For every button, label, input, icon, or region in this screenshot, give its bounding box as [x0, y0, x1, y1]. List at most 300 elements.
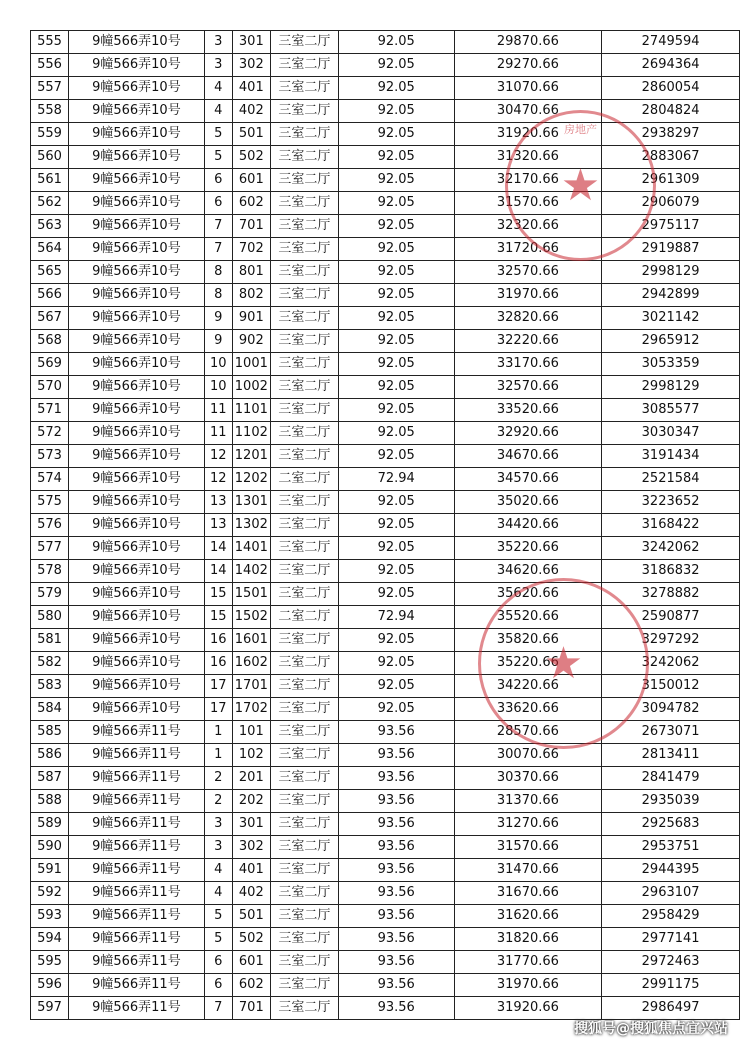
- layout-cell: 三室二厅: [270, 767, 338, 790]
- layout-cell: 三室二厅: [270, 445, 338, 468]
- table-row: [31, 261, 740, 284]
- floor-cell: 3: [204, 836, 232, 859]
- unit-price-cell: 29870.66: [454, 31, 602, 54]
- area-cell: 92.05: [338, 399, 454, 422]
- area-cell: 92.05: [338, 169, 454, 192]
- layout-cell: 三室二厅: [270, 721, 338, 744]
- table-row: [31, 790, 740, 813]
- table-row: [31, 859, 740, 882]
- unit-price-cell: 31270.66: [454, 813, 602, 836]
- unit-cell: 1402: [232, 560, 270, 583]
- unit-price-cell: 31820.66: [454, 928, 602, 951]
- unit-price-cell: 28570.66: [454, 721, 602, 744]
- table-row: [31, 836, 740, 859]
- total-price-cell: 2998129: [602, 261, 740, 284]
- total-price-cell: 2883067: [602, 146, 740, 169]
- row-number-cell: 584: [31, 698, 69, 721]
- layout-cell: 三室二厅: [270, 836, 338, 859]
- unit-cell: 502: [232, 146, 270, 169]
- table-row: [31, 813, 740, 836]
- unit-cell: 902: [232, 330, 270, 353]
- floor-cell: 4: [204, 859, 232, 882]
- area-cell: 93.56: [338, 997, 454, 1020]
- building-address-cell: 9幢566弄11号: [68, 974, 204, 997]
- unit-cell: 401: [232, 859, 270, 882]
- table-row: [31, 675, 740, 698]
- row-number-cell: 595: [31, 951, 69, 974]
- floor-cell: 5: [204, 146, 232, 169]
- table-row: [31, 721, 740, 744]
- unit-price-cell: 34570.66: [454, 468, 602, 491]
- row-number-cell: 597: [31, 997, 69, 1020]
- unit-cell: 301: [232, 31, 270, 54]
- layout-cell: 三室二厅: [270, 652, 338, 675]
- floor-cell: 13: [204, 514, 232, 537]
- unit-cell: 1501: [232, 583, 270, 606]
- floor-cell: 1: [204, 721, 232, 744]
- unit-cell: 1701: [232, 675, 270, 698]
- total-price-cell: 3186832: [602, 560, 740, 583]
- row-number-cell: 581: [31, 629, 69, 652]
- unit-price-cell: 34620.66: [454, 560, 602, 583]
- layout-cell: 三室二厅: [270, 560, 338, 583]
- total-price-cell: 3242062: [602, 537, 740, 560]
- floor-cell: 2: [204, 790, 232, 813]
- area-cell: 92.05: [338, 54, 454, 77]
- total-price-cell: 2860054: [602, 77, 740, 100]
- floor-cell: 11: [204, 422, 232, 445]
- floor-cell: 10: [204, 353, 232, 376]
- total-price-cell: 2977141: [602, 928, 740, 951]
- total-price-cell: 3053359: [602, 353, 740, 376]
- unit-cell: 1201: [232, 445, 270, 468]
- total-price-cell: 2972463: [602, 951, 740, 974]
- row-number-cell: 560: [31, 146, 69, 169]
- unit-price-cell: 35820.66: [454, 629, 602, 652]
- table-row: [31, 422, 740, 445]
- unit-cell: 501: [232, 123, 270, 146]
- area-cell: 93.56: [338, 767, 454, 790]
- building-address-cell: 9幢566弄11号: [68, 905, 204, 928]
- table-row: [31, 238, 740, 261]
- unit-cell: 102: [232, 744, 270, 767]
- table-row: [31, 629, 740, 652]
- building-address-cell: 9幢566弄10号: [68, 445, 204, 468]
- unit-cell: 701: [232, 997, 270, 1020]
- floor-cell: 15: [204, 583, 232, 606]
- watermark-text: 搜狐号@搜狐焦点宜兴站: [574, 1021, 728, 1037]
- row-number-cell: 592: [31, 882, 69, 905]
- total-price-cell: 2804824: [602, 100, 740, 123]
- building-address-cell: 9幢566弄10号: [68, 514, 204, 537]
- layout-cell: 三室二厅: [270, 905, 338, 928]
- unit-price-cell: 35220.66: [454, 537, 602, 560]
- unit-price-cell: 34670.66: [454, 445, 602, 468]
- unit-cell: 1502: [232, 606, 270, 629]
- row-number-cell: 565: [31, 261, 69, 284]
- unit-price-cell: 31920.66: [454, 123, 602, 146]
- row-number-cell: 570: [31, 376, 69, 399]
- unit-price-cell: 30370.66: [454, 767, 602, 790]
- unit-price-cell: 30070.66: [454, 744, 602, 767]
- total-price-cell: 3021142: [602, 307, 740, 330]
- total-price-cell: 2919887: [602, 238, 740, 261]
- table-row: [31, 146, 740, 169]
- floor-cell: 7: [204, 215, 232, 238]
- building-address-cell: 9幢566弄10号: [68, 238, 204, 261]
- building-address-cell: 9幢566弄11号: [68, 744, 204, 767]
- table-row: [31, 353, 740, 376]
- floor-cell: 6: [204, 951, 232, 974]
- unit-cell: 302: [232, 54, 270, 77]
- layout-cell: 三室二厅: [270, 146, 338, 169]
- building-address-cell: 9幢566弄10号: [68, 468, 204, 491]
- area-cell: 93.56: [338, 813, 454, 836]
- layout-cell: 三室二厅: [270, 123, 338, 146]
- seal-star-icon: ★: [560, 159, 601, 211]
- table-row: [31, 928, 740, 951]
- unit-cell: 1001: [232, 353, 270, 376]
- building-address-cell: 9幢566弄10号: [68, 284, 204, 307]
- table-row: [31, 468, 740, 491]
- building-address-cell: 9幢566弄10号: [68, 376, 204, 399]
- unit-cell: 1401: [232, 537, 270, 560]
- floor-cell: 13: [204, 491, 232, 514]
- table-row: [31, 767, 740, 790]
- area-cell: 92.05: [338, 537, 454, 560]
- table-row: [31, 882, 740, 905]
- total-price-cell: 2965912: [602, 330, 740, 353]
- area-cell: 92.05: [338, 31, 454, 54]
- row-number-cell: 562: [31, 192, 69, 215]
- area-cell: 92.05: [338, 146, 454, 169]
- row-number-cell: 585: [31, 721, 69, 744]
- unit-cell: 601: [232, 951, 270, 974]
- layout-cell: 三室二厅: [270, 100, 338, 123]
- area-cell: 93.56: [338, 790, 454, 813]
- unit-price-cell: 35620.66: [454, 583, 602, 606]
- floor-cell: 16: [204, 652, 232, 675]
- floor-cell: 4: [204, 882, 232, 905]
- row-number-cell: 582: [31, 652, 69, 675]
- table-row: [31, 100, 740, 123]
- building-address-cell: 9幢566弄10号: [68, 652, 204, 675]
- floor-cell: 6: [204, 169, 232, 192]
- building-address-cell: 9幢566弄10号: [68, 123, 204, 146]
- total-price-cell: 2841479: [602, 767, 740, 790]
- floor-cell: 5: [204, 123, 232, 146]
- unit-price-cell: 35020.66: [454, 491, 602, 514]
- unit-price-cell: 33520.66: [454, 399, 602, 422]
- unit-price-cell: 31620.66: [454, 905, 602, 928]
- area-cell: 92.05: [338, 238, 454, 261]
- price-list-table: [30, 30, 740, 1020]
- layout-cell: 三室二厅: [270, 284, 338, 307]
- row-number-cell: 576: [31, 514, 69, 537]
- row-number-cell: 561: [31, 169, 69, 192]
- unit-cell: 701: [232, 215, 270, 238]
- area-cell: 93.56: [338, 928, 454, 951]
- table-row: [31, 905, 740, 928]
- layout-cell: 三室二厅: [270, 928, 338, 951]
- row-number-cell: 588: [31, 790, 69, 813]
- total-price-cell: 2958429: [602, 905, 740, 928]
- floor-cell: 2: [204, 767, 232, 790]
- table-row: [31, 606, 740, 629]
- table-row: [31, 123, 740, 146]
- row-number-cell: 587: [31, 767, 69, 790]
- layout-cell: 三室二厅: [270, 399, 338, 422]
- layout-cell: 三室二厅: [270, 813, 338, 836]
- layout-cell: 三室二厅: [270, 537, 338, 560]
- building-address-cell: 9幢566弄10号: [68, 330, 204, 353]
- layout-cell: 二室二厅: [270, 468, 338, 491]
- table-row: [31, 376, 740, 399]
- total-price-cell: 2975117: [602, 215, 740, 238]
- row-number-cell: 589: [31, 813, 69, 836]
- table-row: [31, 445, 740, 468]
- unit-price-cell: 33620.66: [454, 698, 602, 721]
- row-number-cell: 590: [31, 836, 69, 859]
- total-price-cell: 2986497: [602, 997, 740, 1020]
- total-price-cell: 3191434: [602, 445, 740, 468]
- row-number-cell: 564: [31, 238, 69, 261]
- layout-cell: 三室二厅: [270, 261, 338, 284]
- unit-cell: 502: [232, 928, 270, 951]
- area-cell: 92.05: [338, 376, 454, 399]
- unit-cell: 301: [232, 813, 270, 836]
- unit-cell: 302: [232, 836, 270, 859]
- layout-cell: 三室二厅: [270, 169, 338, 192]
- floor-cell: 3: [204, 54, 232, 77]
- layout-cell: 三室二厅: [270, 422, 338, 445]
- layout-cell: 三室二厅: [270, 353, 338, 376]
- row-number-cell: 593: [31, 905, 69, 928]
- building-address-cell: 9幢566弄10号: [68, 675, 204, 698]
- building-address-cell: 9幢566弄10号: [68, 31, 204, 54]
- unit-price-cell: 31470.66: [454, 859, 602, 882]
- unit-cell: 602: [232, 192, 270, 215]
- layout-cell: 三室二厅: [270, 744, 338, 767]
- area-cell: 92.05: [338, 514, 454, 537]
- total-price-cell: 2925683: [602, 813, 740, 836]
- seal-star-icon: ★: [543, 637, 584, 689]
- building-address-cell: 9幢566弄11号: [68, 813, 204, 836]
- area-cell: 92.05: [338, 698, 454, 721]
- row-number-cell: 555: [31, 31, 69, 54]
- total-price-cell: 2991175: [602, 974, 740, 997]
- total-price-cell: 3242062: [602, 652, 740, 675]
- layout-cell: 三室二厅: [270, 192, 338, 215]
- area-cell: 93.56: [338, 951, 454, 974]
- table-row: [31, 169, 740, 192]
- area-cell: 92.05: [338, 307, 454, 330]
- floor-cell: 16: [204, 629, 232, 652]
- row-number-cell: 583: [31, 675, 69, 698]
- unit-cell: 901: [232, 307, 270, 330]
- building-address-cell: 9幢566弄11号: [68, 997, 204, 1020]
- area-cell: 92.05: [338, 100, 454, 123]
- area-cell: 92.05: [338, 583, 454, 606]
- area-cell: 92.05: [338, 652, 454, 675]
- row-number-cell: 571: [31, 399, 69, 422]
- total-price-cell: 2673071: [602, 721, 740, 744]
- unit-price-cell: 29270.66: [454, 54, 602, 77]
- total-price-cell: 2953751: [602, 836, 740, 859]
- building-address-cell: 9幢566弄10号: [68, 307, 204, 330]
- layout-cell: 三室二厅: [270, 215, 338, 238]
- table-row: [31, 330, 740, 353]
- unit-price-cell: 35520.66: [454, 606, 602, 629]
- table-row: [31, 537, 740, 560]
- layout-cell: 三室二厅: [270, 675, 338, 698]
- area-cell: 92.05: [338, 192, 454, 215]
- unit-cell: 1302: [232, 514, 270, 537]
- building-address-cell: 9幢566弄10号: [68, 629, 204, 652]
- row-number-cell: 579: [31, 583, 69, 606]
- area-cell: 72.94: [338, 606, 454, 629]
- table-row: [31, 215, 740, 238]
- area-cell: 93.56: [338, 721, 454, 744]
- building-address-cell: 9幢566弄11号: [68, 859, 204, 882]
- unit-cell: 1702: [232, 698, 270, 721]
- row-number-cell: 573: [31, 445, 69, 468]
- floor-cell: 3: [204, 31, 232, 54]
- building-address-cell: 9幢566弄10号: [68, 537, 204, 560]
- unit-price-cell: 31570.66: [454, 836, 602, 859]
- table-row: [31, 192, 740, 215]
- floor-cell: 12: [204, 445, 232, 468]
- building-address-cell: 9幢566弄11号: [68, 790, 204, 813]
- layout-cell: 三室二厅: [270, 238, 338, 261]
- unit-cell: 801: [232, 261, 270, 284]
- unit-cell: 1102: [232, 422, 270, 445]
- table-row: [31, 583, 740, 606]
- building-address-cell: 9幢566弄11号: [68, 928, 204, 951]
- row-number-cell: 557: [31, 77, 69, 100]
- price-list-body: [31, 31, 740, 1020]
- layout-cell: 三室二厅: [270, 629, 338, 652]
- area-cell: 92.05: [338, 422, 454, 445]
- area-cell: 92.05: [338, 123, 454, 146]
- unit-cell: 501: [232, 905, 270, 928]
- unit-price-cell: 32570.66: [454, 261, 602, 284]
- unit-cell: 1002: [232, 376, 270, 399]
- total-price-cell: 2694364: [602, 54, 740, 77]
- floor-cell: 17: [204, 675, 232, 698]
- table-row: [31, 744, 740, 767]
- floor-cell: 3: [204, 813, 232, 836]
- total-price-cell: 3085577: [602, 399, 740, 422]
- area-cell: 93.56: [338, 974, 454, 997]
- unit-price-cell: 32170.66: [454, 169, 602, 192]
- floor-cell: 7: [204, 238, 232, 261]
- unit-price-cell: 31070.66: [454, 77, 602, 100]
- unit-cell: 201: [232, 767, 270, 790]
- floor-cell: 8: [204, 261, 232, 284]
- building-address-cell: 9幢566弄10号: [68, 261, 204, 284]
- layout-cell: 三室二厅: [270, 330, 338, 353]
- row-number-cell: 558: [31, 100, 69, 123]
- row-number-cell: 567: [31, 307, 69, 330]
- total-price-cell: 2963107: [602, 882, 740, 905]
- layout-cell: 三室二厅: [270, 31, 338, 54]
- building-address-cell: 9幢566弄10号: [68, 215, 204, 238]
- floor-cell: 12: [204, 468, 232, 491]
- total-price-cell: 3168422: [602, 514, 740, 537]
- layout-cell: 三室二厅: [270, 54, 338, 77]
- layout-cell: 三室二厅: [270, 882, 338, 905]
- table-row: [31, 974, 740, 997]
- building-address-cell: 9幢566弄10号: [68, 353, 204, 376]
- unit-cell: 1601: [232, 629, 270, 652]
- building-address-cell: 9幢566弄10号: [68, 100, 204, 123]
- table-row: [31, 491, 740, 514]
- unit-price-cell: 32220.66: [454, 330, 602, 353]
- area-cell: 92.05: [338, 261, 454, 284]
- total-price-cell: 3278882: [602, 583, 740, 606]
- area-cell: 92.05: [338, 560, 454, 583]
- row-number-cell: 559: [31, 123, 69, 146]
- row-number-cell: 572: [31, 422, 69, 445]
- unit-price-cell: 31570.66: [454, 192, 602, 215]
- area-cell: 92.05: [338, 330, 454, 353]
- area-cell: 93.56: [338, 836, 454, 859]
- floor-cell: 11: [204, 399, 232, 422]
- total-price-cell: 3297292: [602, 629, 740, 652]
- floor-cell: 10: [204, 376, 232, 399]
- unit-price-cell: 31370.66: [454, 790, 602, 813]
- floor-cell: 6: [204, 974, 232, 997]
- layout-cell: 三室二厅: [270, 974, 338, 997]
- building-address-cell: 9幢566弄10号: [68, 54, 204, 77]
- floor-cell: 5: [204, 928, 232, 951]
- area-cell: 72.94: [338, 468, 454, 491]
- floor-cell: 15: [204, 606, 232, 629]
- row-number-cell: 594: [31, 928, 69, 951]
- unit-cell: 202: [232, 790, 270, 813]
- total-price-cell: 3223652: [602, 491, 740, 514]
- area-cell: 92.05: [338, 353, 454, 376]
- unit-price-cell: 33170.66: [454, 353, 602, 376]
- unit-price-cell: 31770.66: [454, 951, 602, 974]
- area-cell: 92.05: [338, 77, 454, 100]
- floor-cell: 5: [204, 905, 232, 928]
- floor-cell: 6: [204, 192, 232, 215]
- unit-price-cell: 31970.66: [454, 974, 602, 997]
- area-cell: 92.05: [338, 491, 454, 514]
- total-price-cell: 2938297: [602, 123, 740, 146]
- row-number-cell: 577: [31, 537, 69, 560]
- unit-cell: 402: [232, 882, 270, 905]
- unit-cell: 1301: [232, 491, 270, 514]
- unit-cell: 601: [232, 169, 270, 192]
- area-cell: 92.05: [338, 215, 454, 238]
- floor-cell: 1: [204, 744, 232, 767]
- layout-cell: 三室二厅: [270, 583, 338, 606]
- unit-price-cell: 31970.66: [454, 284, 602, 307]
- unit-cell: 101: [232, 721, 270, 744]
- unit-price-cell: 34220.66: [454, 675, 602, 698]
- building-address-cell: 9幢566弄10号: [68, 560, 204, 583]
- area-cell: 92.05: [338, 445, 454, 468]
- floor-cell: 8: [204, 284, 232, 307]
- floor-cell: 14: [204, 560, 232, 583]
- building-address-cell: 9幢566弄10号: [68, 698, 204, 721]
- unit-cell: 1202: [232, 468, 270, 491]
- floor-cell: 7: [204, 997, 232, 1020]
- row-number-cell: 574: [31, 468, 69, 491]
